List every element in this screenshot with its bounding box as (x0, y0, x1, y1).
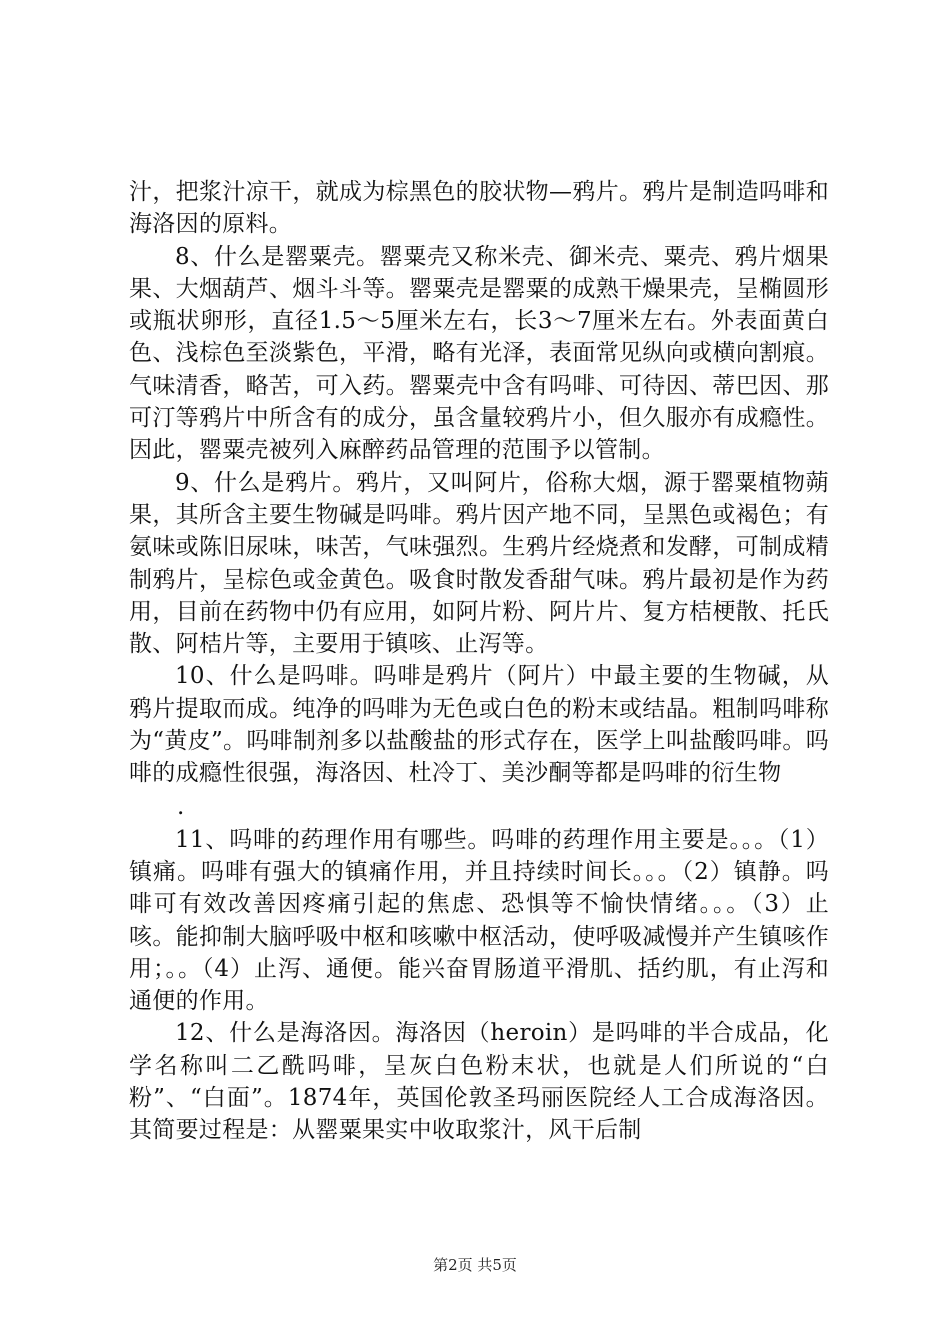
paragraph-dot: . (177, 793, 185, 820)
document-body (129, 176, 829, 1147)
page-number-footer: 第2页 共5页 (433, 1256, 517, 1274)
paragraph-opium: 9、什么是鸦片。鸦片，又叫阿片，俗称大烟，源于罂粟植物蒴果，其所含主要生物碱是吗啡。鸦片因产地不同，呈黑色或褐色；有氨味或陈旧尿味，味苦，气味强烈。生鸦片经烧煮和发酵，可制成精制鸦片，呈棕色或金黄色。吸食时散发香甜气味。鸦片最初是作为药用，目前在药物中仍有应用，如阿片粉、阿片片、复方桔梗散、托氏散、阿桔片等，主要用于镇咳、止泻等。 (129, 469, 829, 658)
paragraph-morphine: 10、什么是吗啡。吗啡是鸦片（阿片）中最主要的生物碱，从鸦片提取而成。纯净的吗啡为无色或白色的粉末或结晶。粗制吗啡称为“黄皮”。吗啡制剂多以盐酸盐的形式存在，医学上叫盐酸吗啡。吗啡的成瘾性很强，海洛因、杜冷丁、美沙酮等都是吗啡的衍生物 (129, 663, 829, 787)
paragraph-morphine-pharmacology: 11、吗啡的药理作用有哪些。吗啡的药理作用主要是。。。（1）镇痛。吗啡有强大的镇痛作用，并且持续时间长。。。（2）镇静。吗啡可有效改善因疼痛引起的焦虑、恐惧等不愉快情绪。。。（3）止咳。能抑制大脑呼吸中枢和咳嗽中枢活动，使呼吸减慢并产生镇咳作用；。。（4）止泻、通便。能兴奋胃肠道平滑肌、括约肌，有止泻和通便的作用。 (129, 826, 829, 1015)
paragraph-opium-continuation: 汁，把浆汁凉干，就成为棕黑色的胶状物—鸦片。鸦片是制造吗啡和海洛因的原料。 (129, 179, 829, 238)
paragraph-heroin: 12、什么是海洛因。海洛因（heroin）是吗啡的半合成品，化学名称叫二乙酰吗啡，呈灰白色粉末状，也就是人们所说的“白粉”、“白面”。1874年，英国伦敦圣玛丽医院经人工合成海洛因。其简要过程是：从罂粟果实中收取浆汁，风干后制 (129, 1020, 829, 1144)
paragraph-poppy-husk: 8、什么是罂粟壳。罂粟壳又称米壳、御米壳、粟壳、鸦片烟果果、大烟葫芦、烟斗斗等。罂粟壳是罂粟的成熟干燥果壳，呈椭圆形或瓶状卵形，直径1.5～5厘米左右，长3～7厘米左右。外表面黄白色、浅棕色至淡紫色，平滑，略有光泽，表面常见纵向或横向割痕。气味清香，略苦，可入药。罂粟壳中含有吗啡、可待因、蒂巴因、那可汀等鸦片中所含有的成分，虽含量较鸦片小，但久服亦有成瘾性。因此，罂粟壳被列入麻醉药品管理的范围予以管制。 (129, 243, 829, 464)
